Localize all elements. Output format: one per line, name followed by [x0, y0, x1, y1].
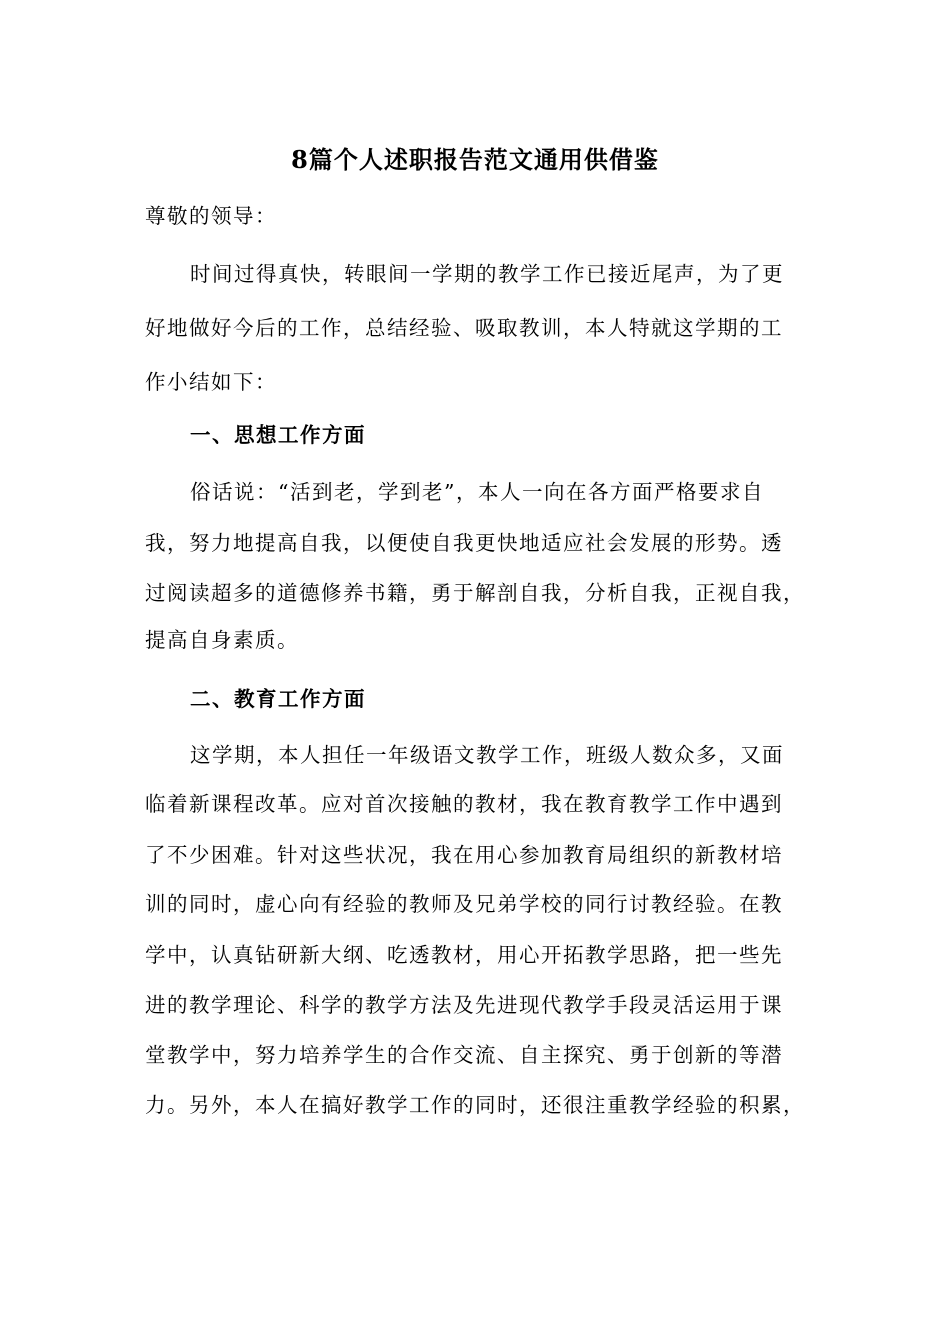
document-title: 8篇个人述职报告范文通用供借鉴	[291, 145, 659, 174]
section1-line-2: 我，努力地提高自我，以便使自我更快地适应社会发展的形势。透	[145, 531, 783, 555]
section-heading-2: 二、教育工作方面	[190, 687, 366, 711]
section1-line-3: 过阅读超多的道德修养书籍，勇于解剖自我，分析自我，正视自我，	[145, 581, 805, 605]
salutation: 尊敬的领导：	[145, 204, 277, 228]
intro-line-3: 作小结如下：	[145, 370, 277, 394]
section2-line-5: 学中，认真钻研新大纲、吃透教材，用心开拓教学思路，把一些先	[145, 943, 783, 967]
section2-line-2: 临着新课程改革。应对首次接触的教材，我在教育教学工作中遇到	[145, 792, 783, 816]
section1-line-1: 俗话说：“活到老，学到老”，本人一向在各方面严格要求自	[190, 480, 764, 504]
section2-line-3: 了不少困难。针对这些状况，我在用心参加教育局组织的新教材培	[145, 843, 783, 867]
section2-line-4: 训的同时，虚心向有经验的教师及兄弟学校的同行讨教经验。在教	[145, 892, 783, 916]
section2-line-7: 堂教学中，努力培养学生的合作交流、自主探究、勇于创新的等潜	[145, 1043, 783, 1067]
section1-line-4: 提高自身素质。	[145, 628, 299, 652]
intro-line-2: 好地做好今后的工作，总结经验、吸取教训，本人特就这学期的工	[145, 316, 783, 340]
section2-line-8: 力。另外，本人在搞好教学工作的同时，还很注重教学经验的积累，	[145, 1093, 805, 1117]
intro-line-1: 时间过得真快，转眼间一学期的教学工作已接近尾声，为了更	[190, 262, 784, 286]
section2-line-1: 这学期，本人担任一年级语文教学工作，班级人数众多，又面	[190, 743, 784, 767]
section-heading-1: 一、思想工作方面	[190, 423, 366, 447]
section2-line-6: 进的教学理论、科学的教学方法及先进现代教学手段灵活运用于课	[145, 993, 783, 1017]
